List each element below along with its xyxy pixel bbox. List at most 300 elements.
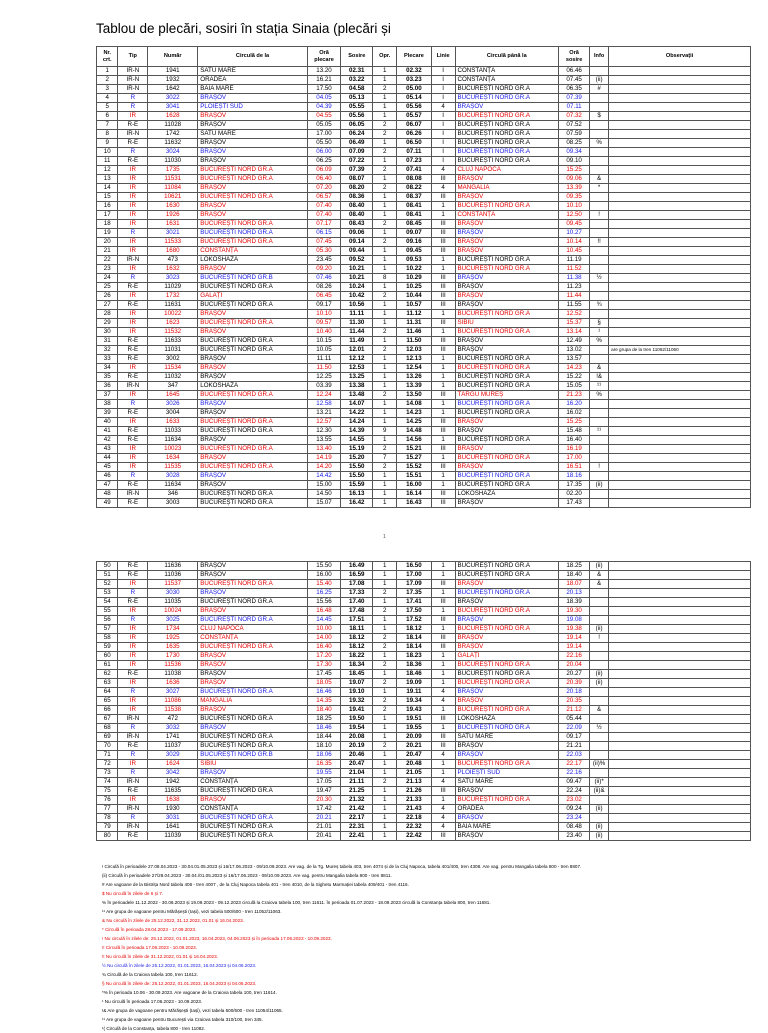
cell-col-nr: 80	[97, 832, 118, 841]
table-row	[97, 814, 751, 823]
cell-col-info: $	[590, 112, 609, 121]
cell-col-from: BRAȘOV	[198, 670, 308, 679]
cell-col-departure: 05.56	[397, 103, 432, 112]
cell-col-nr: 35	[97, 373, 118, 382]
cell-col-dep-origin: 17.20	[307, 652, 340, 661]
cell-col-info: (ii)%	[590, 760, 609, 769]
cell-col-stop: 2	[373, 589, 397, 598]
cell-col-to: BUCUREȘTI NORD GR.A	[455, 85, 559, 94]
cell-col-line: 1	[431, 706, 455, 715]
cell-col-arrival: 04.58	[341, 85, 373, 94]
cell-col-dep-origin: 12.57	[307, 418, 340, 427]
cell-col-info	[590, 796, 609, 805]
cell-col-departure: 20.47	[397, 751, 432, 760]
cell-col-info	[590, 616, 609, 625]
table-row	[97, 670, 751, 679]
table-row	[97, 265, 751, 274]
cell-col-line: 1	[431, 382, 455, 391]
cell-col-arr-dest: 23.24	[559, 814, 590, 823]
cell-col-info	[590, 715, 609, 724]
cell-col-arr-dest: 18.25	[559, 562, 590, 571]
cell-col-line: 1	[431, 652, 455, 661]
table-row	[97, 607, 751, 616]
cell-col-tip: IR	[118, 211, 148, 220]
cell-col-line: III	[431, 229, 455, 238]
cell-col-from: BUCUREȘTI NORD GR.A	[198, 643, 308, 652]
cell-col-notes	[609, 832, 751, 841]
cell-col-tip: IR	[118, 463, 148, 472]
cell-col-tip: IR	[118, 580, 148, 589]
cell-col-info	[590, 247, 609, 256]
cell-col-tip: IR	[118, 454, 148, 463]
cell-col-arrival: 09.52	[341, 256, 373, 265]
cell-col-numar: 11038	[148, 670, 198, 679]
header-col-dep-origin: Oră plecare	[307, 47, 340, 67]
cell-col-info	[590, 283, 609, 292]
cell-col-arr-dest: 20.39	[559, 679, 590, 688]
cell-col-line: 1	[431, 364, 455, 373]
cell-col-arr-dest: 18.40	[559, 571, 590, 580]
table-row	[97, 697, 751, 706]
cell-col-from: BUCUREȘTI NORD GR.A	[198, 427, 308, 436]
cell-col-line: I	[431, 94, 455, 103]
cell-col-dep-origin: 12.30	[307, 427, 340, 436]
cell-col-to: BUCUREȘTI NORD GR.A	[455, 256, 559, 265]
cell-col-tip: R-E	[118, 481, 148, 490]
cell-col-numar: 1741	[148, 733, 198, 742]
cell-col-departure: 10.29	[397, 274, 432, 283]
table-row	[97, 616, 751, 625]
cell-col-to: BRAȘOV	[455, 688, 559, 697]
cell-col-info	[590, 346, 609, 355]
cell-col-departure: 16.50	[397, 562, 432, 571]
cell-col-to: BRAȘOV	[455, 301, 559, 310]
cell-col-arrival: 15.50	[341, 463, 373, 472]
cell-col-departure: 20.48	[397, 760, 432, 769]
cell-col-arr-dest: 20.04	[559, 661, 590, 670]
cell-col-numar: 11533	[148, 238, 198, 247]
cell-col-nr: 26	[97, 292, 118, 301]
cell-col-tip: R-E	[118, 355, 148, 364]
cell-col-from: CONSTANȚA	[198, 778, 308, 787]
cell-col-stop: 1	[373, 67, 397, 76]
cell-col-from: BRAȘOV	[198, 211, 308, 220]
table-row	[97, 364, 751, 373]
cell-col-notes	[609, 364, 751, 373]
cell-col-info	[590, 256, 609, 265]
cell-col-stop: 8	[373, 274, 397, 283]
table-row	[97, 823, 751, 832]
cell-col-arrival: 10.42	[341, 292, 373, 301]
cell-col-dep-origin: 16.00	[307, 571, 340, 580]
cell-col-tip: R	[118, 616, 148, 625]
table-row	[97, 652, 751, 661]
cell-col-nr: 12	[97, 166, 118, 175]
cell-col-to: BRAȘOV	[455, 193, 559, 202]
table-row	[97, 598, 751, 607]
cell-col-numar: 11535	[148, 463, 198, 472]
cell-col-nr: 41	[97, 427, 118, 436]
header-col-arr-dest: Oră sosire	[559, 47, 590, 67]
cell-col-nr: 24	[97, 274, 118, 283]
cell-col-arrival: 07.39	[341, 166, 373, 175]
cell-col-stop: 1	[373, 715, 397, 724]
cell-col-nr: 19	[97, 229, 118, 238]
cell-col-stop: 2	[373, 445, 397, 454]
cell-col-notes	[609, 319, 751, 328]
cell-col-arrival: 10.56	[341, 301, 373, 310]
cell-col-numar: 347	[148, 382, 198, 391]
cell-col-tip: IR-N	[118, 733, 148, 742]
table-row	[97, 724, 751, 733]
cell-col-to: BUCUREȘTI NORD GR.A	[455, 436, 559, 445]
cell-col-departure: 18.12	[397, 625, 432, 634]
cell-col-from: CONSTANȚA	[198, 247, 308, 256]
cell-col-dep-origin: 04.55	[307, 112, 340, 121]
cell-col-nr: 38	[97, 400, 118, 409]
cell-col-line: III	[431, 319, 455, 328]
cell-col-arr-dest: 08.25	[559, 139, 590, 148]
cell-col-dep-origin: 18.05	[307, 679, 340, 688]
cell-col-departure: 17.09	[397, 580, 432, 589]
cell-col-departure: 17.00	[397, 571, 432, 580]
header-col-to: Circulă până la	[455, 47, 559, 67]
table-row	[97, 715, 751, 724]
cell-col-arrival: 05.13	[341, 94, 373, 103]
cell-col-arrival: 11.30	[341, 319, 373, 328]
cell-col-arrival: 05.56	[341, 112, 373, 121]
cell-col-nr: 39	[97, 409, 118, 418]
table-row	[97, 805, 751, 814]
cell-col-notes	[609, 85, 751, 94]
cell-col-numar: 3031	[148, 814, 198, 823]
cell-col-info: &	[590, 175, 609, 184]
cell-col-notes	[609, 499, 751, 508]
cell-col-nr: 68	[97, 724, 118, 733]
cell-col-arrival: 19.10	[341, 688, 373, 697]
cell-col-arrival: 12.12	[341, 355, 373, 364]
table-row	[97, 157, 751, 166]
cell-col-arr-dest: 02.20	[559, 490, 590, 499]
cell-col-notes	[609, 796, 751, 805]
cell-col-dep-origin: 08.26	[307, 283, 340, 292]
cell-col-departure: 10.57	[397, 301, 432, 310]
cell-col-notes	[609, 328, 751, 337]
cell-col-notes	[609, 373, 751, 382]
cell-col-arrival: 18.12	[341, 634, 373, 643]
cell-col-to: BRAȘOV	[455, 832, 559, 841]
footnote: *% În perioada 10.06 - 30.09.2023. Are vagoane de la Craiova tabela 100, tren 11614.	[102, 990, 277, 995]
cell-col-to: BUCUREȘTI NORD GR.A	[455, 265, 559, 274]
cell-col-dep-origin: 18.06	[307, 751, 340, 760]
cell-col-numar: 11534	[148, 364, 198, 373]
cell-col-notes	[609, 715, 751, 724]
cell-col-numar: 11039	[148, 832, 198, 841]
table-row	[97, 166, 751, 175]
cell-col-info: %	[590, 337, 609, 346]
cell-col-arrival: 10.21	[341, 274, 373, 283]
cell-col-to: BRAȘOV	[455, 418, 559, 427]
cell-col-info	[590, 148, 609, 157]
cell-col-line: 1	[431, 796, 455, 805]
cell-col-arrival: 15.59	[341, 481, 373, 490]
cell-col-nr: 3	[97, 85, 118, 94]
cell-col-info: §	[590, 319, 609, 328]
cell-col-arrival: 18.12	[341, 643, 373, 652]
cell-col-stop: 1	[373, 202, 397, 211]
cell-col-numar: 11032	[148, 373, 198, 382]
cell-col-numar: 3027	[148, 688, 198, 697]
cell-col-departure: 08.41	[397, 202, 432, 211]
cell-col-arr-dest: 18.16	[559, 472, 590, 481]
cell-col-notes	[609, 391, 751, 400]
cell-col-stop: 1	[373, 580, 397, 589]
cell-col-notes	[609, 139, 751, 148]
cell-col-to: BUCUREȘTI NORD GR.A	[455, 454, 559, 463]
cell-col-info	[590, 310, 609, 319]
cell-col-stop: 2	[373, 661, 397, 670]
cell-col-tip: R-E	[118, 337, 148, 346]
cell-col-to: BRAȘOV	[455, 463, 559, 472]
cell-col-stop: 2	[373, 463, 397, 472]
cell-col-to: CONSTANȚA	[455, 211, 559, 220]
cell-col-from: BUCUREȘTI NORD GR.A	[198, 580, 308, 589]
cell-col-departure: 05.57	[397, 112, 432, 121]
cell-col-departure: 14.23	[397, 409, 432, 418]
cell-col-numar: 1641	[148, 823, 198, 832]
footnote: % În perioadele 11.12.2022 - 30.06.2023 și 19.09.2023 - 09.12.2023 circulă la Craiova tabela 100, tren 11611. În perioada 01.07.2023 - 18.09.2023 circulă la Constanța tabela 800, tren 11681.	[102, 900, 491, 905]
cell-col-arr-dest: 09.17	[559, 733, 590, 742]
cell-col-arr-dest: 17.35	[559, 481, 590, 490]
cell-col-nr: 61	[97, 661, 118, 670]
cell-col-arrival: 22.17	[341, 814, 373, 823]
cell-col-nr: 58	[97, 634, 118, 643]
cell-col-dep-origin: 15.00	[307, 481, 340, 490]
cell-col-dep-origin: 04.39	[307, 103, 340, 112]
cell-col-arr-dest: 15.22	[559, 373, 590, 382]
cell-col-departure: 08.08	[397, 175, 432, 184]
cell-col-stop: 1	[373, 301, 397, 310]
cell-col-stop: 1	[373, 229, 397, 238]
cell-col-dep-origin: 11.50	[307, 364, 340, 373]
cell-col-arr-dest: 14.23	[559, 364, 590, 373]
cell-col-departure: 20.21	[397, 742, 432, 751]
cell-col-departure: 18.14	[397, 643, 432, 652]
cell-col-arrival: 17.48	[341, 607, 373, 616]
cell-col-line: III	[431, 346, 455, 355]
cell-col-departure: 21.33	[397, 796, 432, 805]
cell-col-line: 1	[431, 562, 455, 571]
cell-col-dep-origin: 14.50	[307, 490, 340, 499]
cell-col-arrival: 21.42	[341, 805, 373, 814]
cell-col-from: BUCUREȘTI NORD GR.A	[198, 832, 308, 841]
cell-col-info: &	[590, 571, 609, 580]
cell-col-departure: 11.31	[397, 319, 432, 328]
cell-col-notes	[609, 157, 751, 166]
cell-col-nr: 60	[97, 652, 118, 661]
cell-col-info: ¹¹	[590, 427, 609, 436]
cell-col-dep-origin: 09.17	[307, 301, 340, 310]
cell-col-departure: 19.55	[397, 724, 432, 733]
cell-col-stop: 1	[373, 382, 397, 391]
cell-col-line: III	[431, 238, 455, 247]
cell-col-line: III	[431, 490, 455, 499]
cell-col-departure: 22.42	[397, 832, 432, 841]
cell-col-numar: 3030	[148, 589, 198, 598]
cell-col-from: CONSTANȚA	[198, 805, 308, 814]
cell-col-to: BUCUREȘTI NORD GR.A	[455, 562, 559, 571]
cell-col-nr: 54	[97, 598, 118, 607]
cell-col-dep-origin: 06.45	[307, 292, 340, 301]
cell-col-stop: 2	[373, 607, 397, 616]
cell-col-nr: 18	[97, 220, 118, 229]
cell-col-nr: 47	[97, 481, 118, 490]
cell-col-from: BUCUREȘTI NORD GR.A	[198, 490, 308, 499]
cell-col-to: BUCUREȘTI NORD GR.A	[455, 202, 559, 211]
cell-col-departure: 05.14	[397, 94, 432, 103]
cell-col-info	[590, 490, 609, 499]
cell-col-arr-dest: 22.16	[559, 652, 590, 661]
cell-col-tip: R-E	[118, 571, 148, 580]
cell-col-numar: 3025	[148, 616, 198, 625]
cell-col-numar: 11037	[148, 742, 198, 751]
cell-col-info: %	[590, 139, 609, 148]
cell-col-notes	[609, 679, 751, 688]
cell-col-info: ¹	[590, 328, 609, 337]
cell-col-tip: R-E	[118, 121, 148, 130]
cell-col-line: 1	[431, 679, 455, 688]
cell-col-line: III	[431, 292, 455, 301]
cell-col-line: III	[431, 337, 455, 346]
cell-col-arr-dest: 23.02	[559, 796, 590, 805]
cell-col-numar: 11029	[148, 283, 198, 292]
cell-col-from: BRAȘOV	[198, 355, 308, 364]
cell-col-line: III	[431, 391, 455, 400]
cell-col-tip: R	[118, 814, 148, 823]
cell-col-arrival: 06.05	[341, 121, 373, 130]
cell-col-info	[590, 265, 609, 274]
cell-col-line: III	[431, 832, 455, 841]
cell-col-stop: 2	[373, 328, 397, 337]
cell-col-line: III	[431, 499, 455, 508]
cell-col-stop: 2	[373, 697, 397, 706]
cell-col-info: %	[590, 391, 609, 400]
cell-col-nr: 23	[97, 265, 118, 274]
cell-col-dep-origin: 20.30	[307, 796, 340, 805]
cell-col-line: 4	[431, 814, 455, 823]
cell-col-to: BUCUREȘTI NORD GR.A	[455, 589, 559, 598]
cell-col-to: CONSTANȚA	[455, 76, 559, 85]
cell-col-arrival: 07.22	[341, 157, 373, 166]
cell-col-dep-origin: 10.00	[307, 625, 340, 634]
cell-col-numar: 10023	[148, 445, 198, 454]
cell-col-arrival: 13.48	[341, 391, 373, 400]
footnote: ¾ Circulă de la Craiova tabela 100, tren 11612.	[102, 972, 198, 977]
cell-col-departure: 13.50	[397, 391, 432, 400]
cell-col-from: BUCUREȘTI NORD GR.A	[198, 598, 308, 607]
cell-col-arrival: 20.08	[341, 733, 373, 742]
table-row	[97, 778, 751, 787]
cell-col-nr: 5	[97, 103, 118, 112]
cell-col-nr: 40	[97, 418, 118, 427]
cell-col-dep-origin: 14.45	[307, 616, 340, 625]
cell-col-dep-origin: 19.55	[307, 769, 340, 778]
cell-col-arrival: 14.55	[341, 436, 373, 445]
cell-col-line: III	[431, 283, 455, 292]
cell-col-tip: IR	[118, 247, 148, 256]
cell-col-tip: IR	[118, 634, 148, 643]
cell-col-to: LOKOSHAZA	[455, 715, 559, 724]
cell-col-dep-origin: 14.19	[307, 454, 340, 463]
cell-col-info	[590, 400, 609, 409]
cell-col-arrival: 12.53	[341, 364, 373, 373]
cell-col-departure: 18.36	[397, 661, 432, 670]
cell-col-info: (ii)	[590, 76, 609, 85]
cell-col-from: BRAȘOV	[198, 724, 308, 733]
cell-col-numar: 1638	[148, 796, 198, 805]
cell-col-numar: 1631	[148, 220, 198, 229]
cell-col-info: (ii)	[590, 562, 609, 571]
table-row	[97, 274, 751, 283]
cell-col-numar: 346	[148, 490, 198, 499]
cell-col-departure: 09.53	[397, 256, 432, 265]
cell-col-line: 1	[431, 202, 455, 211]
cell-col-nr: 53	[97, 589, 118, 598]
cell-col-from: BRAȘOV	[198, 571, 308, 580]
cell-col-arr-dest: 22.17	[559, 760, 590, 769]
cell-col-departure: 21.13	[397, 778, 432, 787]
cell-col-tip: IR-N	[118, 67, 148, 76]
cell-col-dep-origin: 13.20	[307, 67, 340, 76]
cell-col-tip: IR	[118, 193, 148, 202]
cell-col-from: BRAȘOV	[198, 373, 308, 382]
cell-col-dep-origin: 09.57	[307, 319, 340, 328]
cell-col-stop: 1	[373, 418, 397, 427]
cell-col-stop: 1	[373, 571, 397, 580]
cell-col-arrival: 19.54	[341, 724, 373, 733]
cell-col-from: BUCUREȘTI NORD GR.A	[198, 715, 308, 724]
cell-col-arrival: 14.22	[341, 409, 373, 418]
cell-col-from: BRAȘOV	[198, 157, 308, 166]
cell-col-dep-origin: 17.50	[307, 85, 340, 94]
cell-col-stop: 2	[373, 220, 397, 229]
cell-col-nr: 9	[97, 139, 118, 148]
cell-col-departure: 19.11	[397, 688, 432, 697]
cell-col-stop: 1	[373, 787, 397, 796]
cell-col-tip: IR-N	[118, 823, 148, 832]
cell-col-notes	[609, 814, 751, 823]
cell-col-arrival: 17.08	[341, 580, 373, 589]
cell-col-from: BRAȘOV	[198, 364, 308, 373]
header-col-numar: Număr	[148, 47, 198, 67]
cell-col-dep-origin: 13.40	[307, 445, 340, 454]
cell-col-line: 4	[431, 697, 455, 706]
cell-col-notes	[609, 805, 751, 814]
cell-col-info	[590, 643, 609, 652]
cell-col-numar: 11634	[148, 436, 198, 445]
cell-col-departure: 22.18	[397, 814, 432, 823]
cell-col-info	[590, 733, 609, 742]
cell-col-notes	[609, 625, 751, 634]
cell-col-dep-origin: 17.30	[307, 661, 340, 670]
cell-col-departure: 08.41	[397, 211, 432, 220]
cell-col-to: BUCUREȘTI NORD GR.A	[455, 148, 559, 157]
cell-col-numar: 1645	[148, 391, 198, 400]
cell-col-arrival: 19.07	[341, 679, 373, 688]
cell-col-from: BRAȘOV	[198, 139, 308, 148]
cell-col-info	[590, 157, 609, 166]
cell-col-dep-origin: 19.47	[307, 787, 340, 796]
